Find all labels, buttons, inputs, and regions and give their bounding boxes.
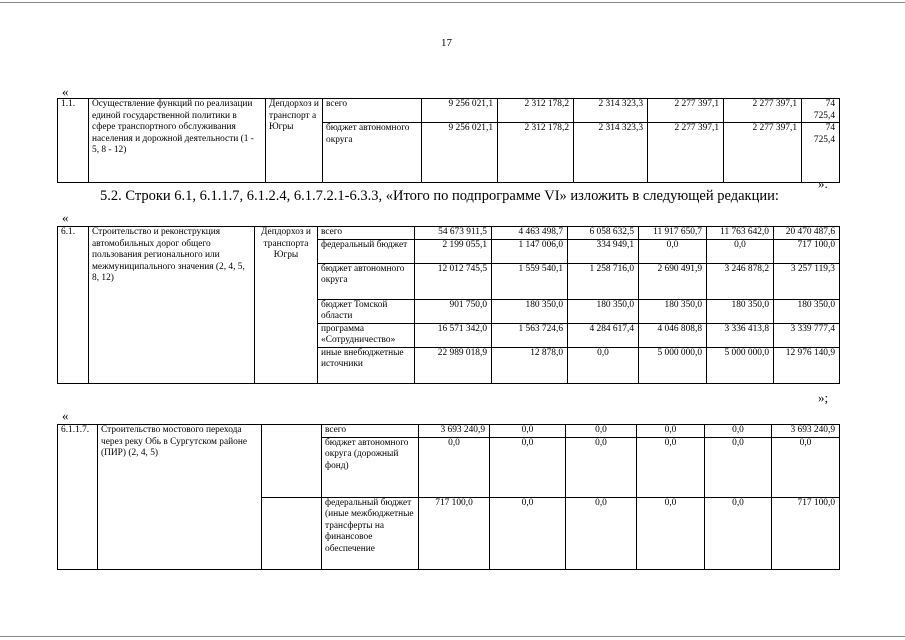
value-cell: 0,0 xyxy=(705,497,772,569)
row-number: 6.1.1.7. xyxy=(58,425,98,570)
funding-source: бюджет автономного округа xyxy=(318,263,415,299)
value-cell: 4 046 808,8 xyxy=(639,323,707,347)
value-cell: 1 147 006,0 xyxy=(492,239,568,263)
table-row xyxy=(58,425,840,438)
value-cell: 3 339 777,4 xyxy=(774,323,840,347)
value-cell: 11 763 642,0 xyxy=(707,227,774,240)
table-row xyxy=(58,99,840,123)
value-cell: 1 563 724,6 xyxy=(492,323,568,347)
funding-source: федеральный бюджет xyxy=(318,239,415,263)
value-cell: 2 277 397,1 xyxy=(724,99,802,123)
value-cell: 3 336 413,8 xyxy=(707,323,774,347)
value-cell: 0,0 xyxy=(639,239,707,263)
value-cell: 5 000 000,0 xyxy=(707,347,774,383)
value-cell: 4 284 617,4 xyxy=(568,323,639,347)
value-cell: 901 750,0 xyxy=(415,299,492,323)
table-row-1-1 xyxy=(57,98,840,183)
activity-name: Строительство и реконструкция автомобильных дорог общего пользования регионального или межмуниципального значения (2, 4, 5, 8, 12) xyxy=(89,227,255,384)
value-cell: 0,0 xyxy=(566,497,637,569)
value-cell: 334 949,1 xyxy=(568,239,639,263)
page-top-edge xyxy=(0,2,905,3)
executor-empty xyxy=(262,437,322,497)
value-cell: 180 350,0 xyxy=(774,299,840,323)
value-cell: 22 989 018,9 xyxy=(415,347,492,383)
funding-source: бюджет автономного округа xyxy=(323,123,422,183)
value-cell: 0,0 xyxy=(705,425,772,438)
executor: Депдорхоз и транспорта Югры xyxy=(255,227,318,384)
table-row-6-1 xyxy=(57,226,840,384)
value-cell: 74 725,4 xyxy=(802,99,840,123)
value-cell: 0,0 xyxy=(568,347,639,383)
value-cell: 0,0 xyxy=(419,437,490,497)
value-cell: 54 673 911,5 xyxy=(415,227,492,240)
funding-source: всего xyxy=(323,99,422,123)
value-cell: 2 277 397,1 xyxy=(648,99,724,123)
value-cell: 3 257 119,3 xyxy=(774,263,840,299)
value-cell: 12 878,0 xyxy=(492,347,568,383)
value-cell: 5 000 000,0 xyxy=(639,347,707,383)
funding-source: бюджет Томской области xyxy=(318,299,415,323)
table-row-6-1-1-7 xyxy=(57,424,840,570)
value-cell: 74 725,4 xyxy=(802,123,840,183)
value-cell: 3 693 240,9 xyxy=(772,425,840,438)
value-cell: 180 350,0 xyxy=(568,299,639,323)
value-cell: 2 312 178,2 xyxy=(498,123,574,183)
opening-quote-1: « xyxy=(62,84,69,99)
value-cell: 0,0 xyxy=(772,437,840,497)
funding-source: всего xyxy=(318,227,415,240)
funding-source: всего xyxy=(322,425,419,438)
value-cell: 12 012 745,5 xyxy=(415,263,492,299)
value-cell: 9 256 021,1 xyxy=(422,123,498,183)
value-cell: 0,0 xyxy=(637,425,705,438)
value-cell: 11 917 650,7 xyxy=(639,227,707,240)
activity-name: Осуществление функций по реализации единой государственной политики в сфере транспортного обслуживания населения и дорожной деятельности (1 - 5, 8 - 12) xyxy=(89,99,266,183)
value-cell: 0,0 xyxy=(705,437,772,497)
value-cell: 0,0 xyxy=(490,425,566,438)
value-cell: 2 690 491,9 xyxy=(639,263,707,299)
value-cell: 1 559 540,1 xyxy=(492,263,568,299)
value-cell: 2 312 178,2 xyxy=(498,99,574,123)
page-number: 17 xyxy=(441,37,452,49)
value-cell: 2 314 323,3 xyxy=(574,123,648,183)
funding-source: иные внебюджетные источники xyxy=(318,347,415,383)
value-cell: 0,0 xyxy=(566,437,637,497)
activity-name: Строительство мостового перехода через реку Обь в Сургутском районе (ПИР) (2, 4, 5) xyxy=(98,425,262,570)
value-cell: 180 350,0 xyxy=(639,299,707,323)
closing-quote-1: ». xyxy=(818,176,828,191)
value-cell: 0,0 xyxy=(566,425,637,438)
funding-source: программа «Сотрудничество» xyxy=(318,323,415,347)
value-cell: 0,0 xyxy=(637,497,705,569)
value-cell: 0,0 xyxy=(490,437,566,497)
value-cell: 12 976 140,9 xyxy=(774,347,840,383)
value-cell: 180 350,0 xyxy=(492,299,568,323)
value-cell: 20 470 487,6 xyxy=(774,227,840,240)
executor xyxy=(262,425,322,438)
closing-quote-2: »; xyxy=(818,390,829,405)
value-cell: 0,0 xyxy=(637,437,705,497)
row-number: 1.1. xyxy=(58,99,89,183)
opening-quote-2: « xyxy=(62,210,69,225)
opening-quote-3: « xyxy=(62,408,69,423)
value-cell: 1 258 716,0 xyxy=(568,263,639,299)
table-row xyxy=(58,227,840,240)
value-cell: 4 463 498,7 xyxy=(492,227,568,240)
value-cell: 9 256 021,1 xyxy=(422,99,498,123)
executor-empty xyxy=(262,497,322,569)
value-cell: 0,0 xyxy=(707,239,774,263)
row-number: 6.1. xyxy=(58,227,89,384)
value-cell: 717 100,0 xyxy=(772,497,840,569)
value-cell: 717 100,0 xyxy=(774,239,840,263)
value-cell: 2 277 397,1 xyxy=(648,123,724,183)
value-cell: 2 277 397,1 xyxy=(724,123,802,183)
value-cell: 2 199 055,1 xyxy=(415,239,492,263)
section-heading: 5.2. Строки 6.1, 6.1.1.7, 6.1.2.4, 6.1.7.2.1-6.3.3, «Итого по подпрограмме VI» изложить в следующей редакции: xyxy=(100,188,779,204)
funding-source: бюджет автономного округа (дорожный фонд) xyxy=(322,437,419,497)
value-cell: 0,0 xyxy=(490,497,566,569)
funding-source: федеральный бюджет (иные межбюджетные трансферты на финансовое обеспечение xyxy=(322,497,419,569)
page-bottom-edge xyxy=(0,636,905,637)
value-cell: 6 058 632,5 xyxy=(568,227,639,240)
value-cell: 3 693 240,9 xyxy=(419,425,490,438)
executor: Депдорхоз и транспорт а Югры xyxy=(266,99,323,183)
value-cell: 3 246 878,2 xyxy=(707,263,774,299)
value-cell: 16 571 342,0 xyxy=(415,323,492,347)
value-cell: 717 100,0 xyxy=(419,497,490,569)
value-cell: 2 314 323,3 xyxy=(574,99,648,123)
value-cell: 180 350,0 xyxy=(707,299,774,323)
